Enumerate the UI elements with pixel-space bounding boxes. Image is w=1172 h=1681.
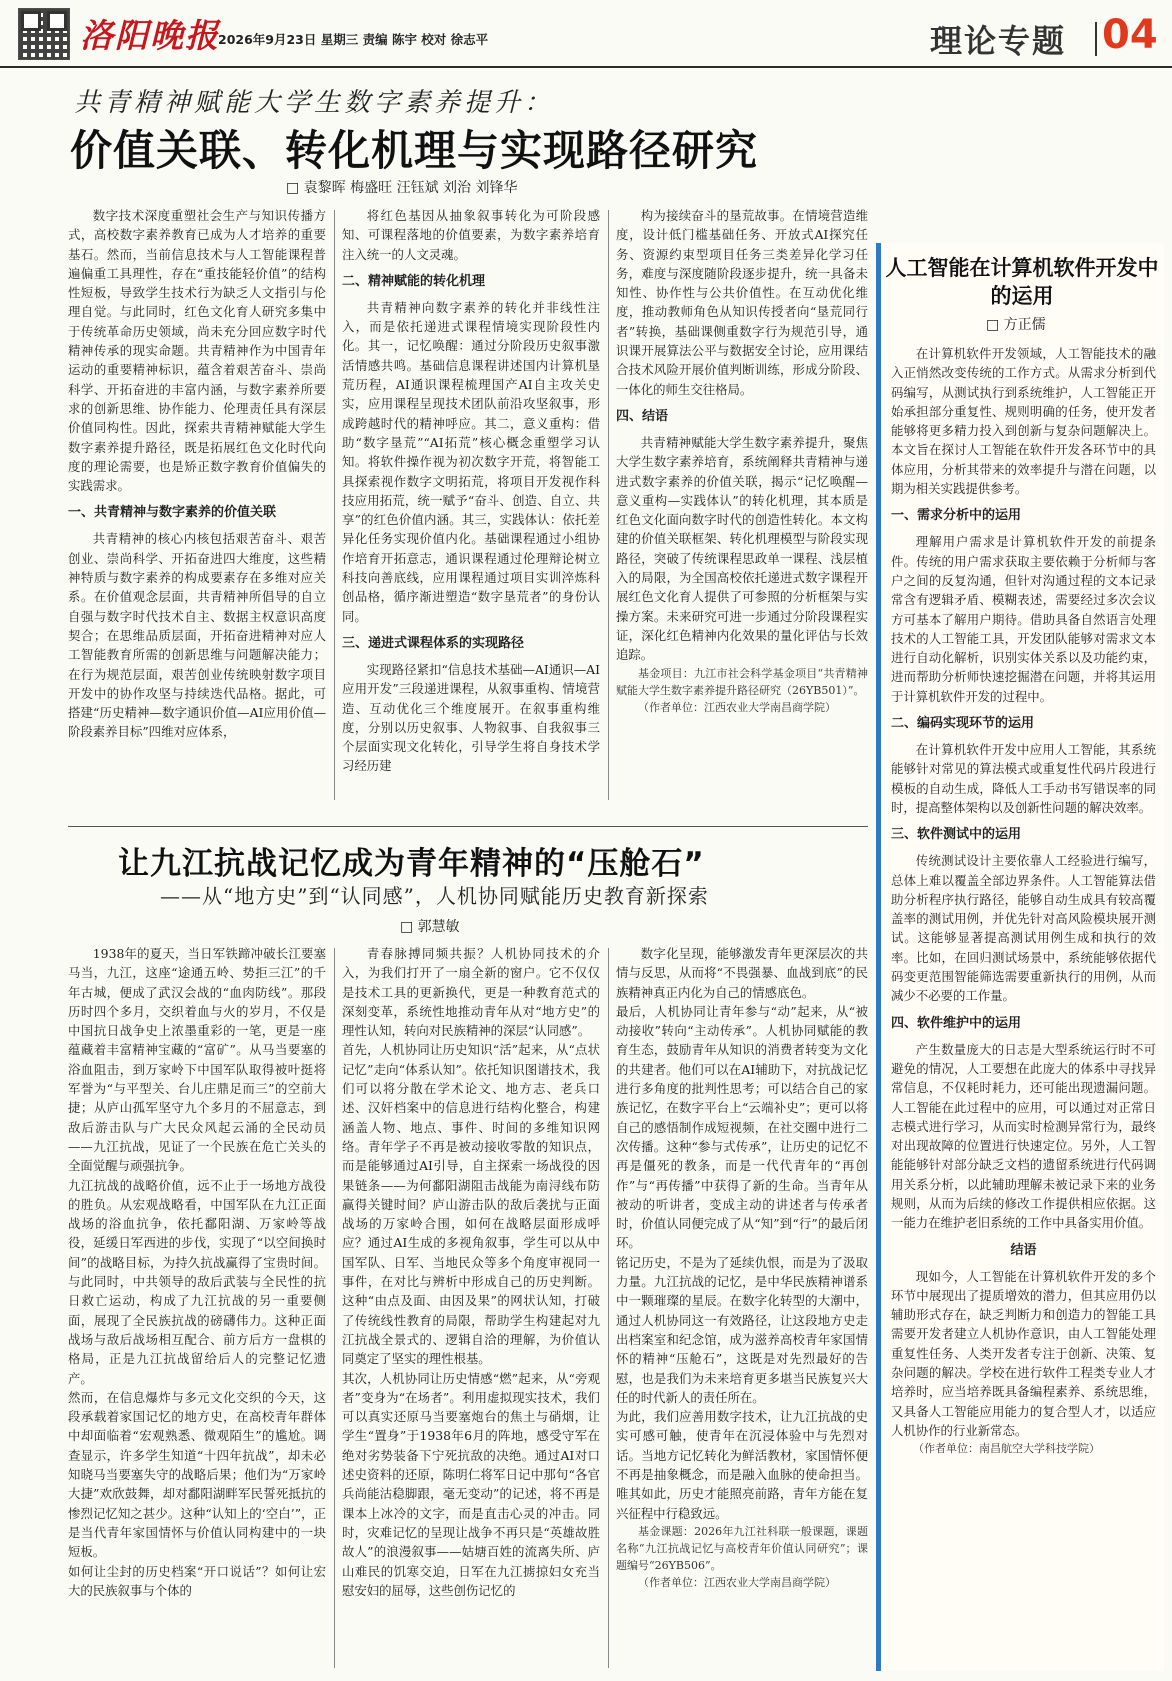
article1-col1: 数字技术深度重塑社会生产与知识传播方式，高校数字素养教育已成为人才培养的重要基石。然而，当前信息技术与人工智能课程普遍偏重工具理性，存在“重技能轻价值”的结构性短板，导致学生技术行为缺乏人文指引与伦理自觉。与此同时，红色文化育人研究多集中于传统革命历史领域，尚未充分回应数字时代精神传承的现实命题。共青精神作为中国青年运动的重要精神标识，蕴含着艰苦奋斗、崇尚科学、开拓奋进的丰富内涵，与数字素养所要求的创新思维、协作能力、伦理责任具有深层价值同构性。因此，探索共青精神赋能大学生数字素养提升路径，既是拓展红色文化时代向度的理论需要，也是矫正数字教育价值偏失的实践需求。 一、共青精神与数字素养的价值关联 共青精神的核心内核包括艰苦奋斗、艰苦创业、崇尚科学、开拓奋进四大维度，这些精神特质与数字素养的构成要素存在多维对应关系。在价值观念层面，共青精神所倡导的自立自强与数字时代技术自主、数据主权意识高度契合；在思维品质层面，开拓奋进精神对应人工智能教育所需的创新思维与问题解决能力；在行为规范层面，艰苦创业传统映射数字项目开发中的协作攻坚与持续迭代品格。据此，可搭建“历史精神—数字通识价值—AI应用价值—阶段素养目标”四维对应体系， <box>68 208 326 740</box>
column-rule <box>334 948 335 1668</box>
sidebar-heading-4: 四、软件维护中的运用 <box>891 1015 1022 1031</box>
article2-col2: 青春脉搏同频共振？人机协同技术的介入，为我们打开了一扇全新的窗户。它不仅仅是技术工具的更新换代，更是一种教育范式的深刻变革，系统性地推动青年从对“地方史”的理性认知，转向对民族精神的深层“认同感”。 首先，人机协同让历史知识“活”起来，从“点状记忆”走向“体系认知”。依托知识图谱技术，我们可以将分散在学术论文、地方志、老兵口述、汉奸档案中的信息进行结构化整合，构建涵盖人物、地点、事件、时间的多维知识网络。青年学子不再是被动接收零散的知识点，而是能够通过AI引导，自主探索一场战役的因果链条——为何鄱阳湖阻击战能为南浔线布防赢得关键时间？庐山游击队的敌后袭扰与正面战场的万家岭合围，如何在战略层面形成呼应？通过AI生成的多视角叙事，学生可以从中国军队、日军、当地民众等多个角度审视同一事件，在对比与辨析中形成自己的历史判断。这种“由点及面、由因及果”的网状认知，打破了传统线性教育的局限，帮助学生构建起对九江抗战全景式的、逻辑自洽的理解，为价值认同奠定了坚实的理性根基。 其次，人机协同让历史情感“燃”起来，从“旁观者”变身为“在场者”。利用虚拟现实技术，我们可以真实还原马当要塞炮台的焦土与硝烟，让学生“置身”于1938年6月的阵地，感受守军在绝对劣势装备下宁死抗敌的决绝。通过AI对口述史资料的还原，陈明仁将军日记中那句“各官兵尚能沽稳脚跟，毫无变动”的记述，将不再是课本上冰冷的文字，而是直击心灵的冲击。同时，灾难记忆的呈现让战争不再只是“英雄故胜故人”的浪漫叙事——姑塘百姓的流离失所、庐山难民的饥寒交迫，日军在九江掳掠妇女充当慰安妇的屈辱，这些创伤记忆的 <box>342 946 600 1598</box>
qr-code-icon <box>18 8 70 60</box>
article2-author: □ 郭慧敏 <box>400 919 460 935</box>
sidebar-author: □ 方正儒 <box>986 317 1046 333</box>
column-rule <box>608 210 609 800</box>
article1-author-unit: （作者单位：江西农业大学南昌商学院） <box>638 700 836 714</box>
article1-authors: □ 袁黎晖 梅盛旺 汪钰斌 刘治 刘锋华 <box>286 180 518 196</box>
article1-heading-4: 四、结语 <box>616 408 669 424</box>
sidebar-heading-5: 结语 <box>1010 1242 1037 1258</box>
masthead <box>0 0 1172 68</box>
sidebar-heading-3: 三、软件测试中的运用 <box>891 827 1022 843</box>
article1-title: 价值关联、转化机理与实现路径研究 <box>70 126 759 175</box>
article1-heading-2: 二、精神赋能的转化机理 <box>342 273 486 289</box>
issue-meta: 2026年9月23日 星期三 责编 陈宇 校对 徐志平 <box>218 32 489 47</box>
column-rule <box>608 948 609 1668</box>
article1-pre-title: 共青精神赋能大学生数字素养提升： <box>74 88 555 118</box>
newspaper-logo: 洛阳晚报 <box>80 16 220 55</box>
article1-fund-note: 基金项目：九江市社会科学基金项目“共青精神赋能大学生数字素养提升路径研究（26YB501）”。 <box>616 666 868 697</box>
header-divider <box>1095 22 1097 56</box>
article1-heading-3: 三、递进式课程体系的实现路径 <box>342 635 525 651</box>
sidebar-author-unit: （作者单位：南昌航空大学科技学院） <box>913 1442 1100 1456</box>
sidebar-body: 在计算机软件开发领域，人工智能技术的融入正悄然改变传统的工作方式。从需求分析到代码编写，从测试执行到系统维护，人工智能正开始承担部分重复性、规则明确的任务，使开发者能够将更多精力投入到创新与复杂问题解决上。本文旨在探讨人工智能在软件开发各环节中的具体应用，分析其带来的效率提升与潜在问题，以期为相关实践提供参考。 一、需求分析中的运用 理解用户需求是计算机软件开发的前提条件。传统的用户需求获取主要依赖于分析师与客户之间的反复沟通，但针对沟通过程的文本记录常含有逻辑矛盾、模糊表述，需要经过多次会议方可基本了解用户期待。借助具备自然语言处理技术的人工智能工具，开发团队能够对需求文本进行自动化解析，识别实体关系以及功能约束，进而帮助分析师快速挖掘潜在问题，并将其运用于计算机软件开发的过程中。 二、编码实现环节的运用 在计算机软件开发中应用人工智能，其系统能够针对常见的算法模式或重复性代码片段进行模板的自动生成，降低人工手动书写错误率的同时，提高整体架构以及创新性问题的解决效率。 三、软件测试中的运用 传统测试设计主要依靠人工经验进行编写，总体上难以覆盖全部边界条件。人工智能算法借助分析程序执行路径，能够自动生成具有较高覆盖率的测试用例，并优先针对高风险模块展开测试。这能够显著提高测试用例生成和执行的效率。比如，在回归测试场景中，系统能够依据代码变更范围智能筛选需要重新执行的用例，从而减少不必要的工作量。 四、软件维护中的运用 产生数量庞大的日志是大型系统运行时不可避免的情况，人工要想在此庞大的体系中寻找异常信息，不仅耗时耗力，还可能出现遗漏问题。人工智能在此过程中的应用，可以通过对正常日志模式进行学习，从而实时检测异常行为，最终对出现故障的位置进行快速定位。另外，人工智能能够针对部分缺乏文档的遗留系统进行代码调用关系分析，以此辅助理解未被记录下来的业务规则，从而为后续的修改工作提供相应依据。这一能力在维护老旧系统的工作中具备实用价值。 结语 现如今，人工智能在计算机软件开发的多个环节中展现出了提质增效的潜力，但其应用仍以辅助形式存在，缺乏判断力和创造力的智能工具需要开发者建立人机协作意识，由人工智能处理重复性任务、人类开发者专注于创新、决策、复杂问题的解决。学校在进行软件工程类专业人才培养时，应当培养既具备编程素养、系统思维，又具备人工智能应用能力的复合型人才，以适应人机协作的行业新常态。 （作者单位：南昌航空大学科技学院） <box>891 346 1156 1456</box>
column-rule <box>334 210 335 800</box>
sidebar-title: 人工智能在计算机软件开发中的运用 <box>885 256 1159 308</box>
page-number: 04 <box>1102 12 1158 58</box>
article1-heading-1: 一、共青精神与数字素养的价值关联 <box>68 505 277 521</box>
sidebar-heading-2: 二、编码实现环节的运用 <box>891 716 1035 732</box>
article2-subtitle: ——从“地方史”到“认同感”，人机协同赋能历史教育新探索 <box>160 884 709 908</box>
article1-col3: 构为接续奋斗的垦荒故事。在情境营造维度，设计低门槛基础任务、开放式AI探究任务、资源约束型项目任务三类差异化学习任务，难度与深度随阶段逐步提升，统一具备未知性、协作性与公共价值性。在互动优化维度，推动教师角色从知识传授者向“垦荒同行者”转换，基础课侧重数字行为规范引导，通识课开展算法公平与数据安全讨论，应用课结合技术风险开展价值判断训练，形成分阶段、一体化的师生交往格局。 四、结语 共青精神赋能大学生数字素养提升，聚焦大学生数字素养培育，系统阐释共青精神与递进式数字素养的价值关联，揭示“记忆唤醒—意义重构—实践体认”的转化机理，其本质是红色文化面向数字时代的创造性转化。本文构建的价值关联框架、转化机理模型与阶段实现路径，突破了传统课程思政单一课程、浅层植入的局限，为全国高校依托递进式数字课程开展红色文化育人提供了可参照的分析框架与实操方案。未来研究可进一步通过分阶段课程实证，深化红色精神内化效果的量化评估与长效追踪。 基金项目：九江市社会科学基金项目“共青精神赋能大学生数字素养提升路径研究（26YB501）”。 （作者单位：江西农业大学南昌商学院） <box>616 208 868 714</box>
article2-author-unit: （作者单位：江西农业大学南昌商学院） <box>638 1575 836 1589</box>
article2-fund-note: 基金课题：2026年九江社科联一般课题，课题名称“九江抗战记忆与高校青年价值认同研究”；课题编号“26YB506”。 <box>616 1524 868 1572</box>
article1-col2: 将红色基因从抽象叙事转化为可阶段感知、可课程落地的价值要素，为数字素养培育注入统一的人文灵魂。 二、精神赋能的转化机理 共青精神向数字素养的转化并非线性注入，而是依托递进式课程情境实现阶段性内化。其一，记忆唤醒：通过分阶段历史叙事激活情感共鸣。基础信息课程讲述国内计算机垦荒历程，AI通识课程梳理国产AI自主攻关史实，应用课程呈现技术团队前沿攻坚叙事，形成跨越时代的精神呼应。其二，意义重构：借助“数字垦荒”“AI拓荒”核心概念重塑学习认知。将软件操作视为初次数字开荒，将智能工具探索视作数字文明拓荒，将项目开发视作科技应用拓荒，统一赋予“奋斗、创造、自立、共享”的红色价值内涵。其三，实践体认：依托差异化任务实现价值内化。基础课程通过小组协作培育开拓意志，通识课程通过伦理辩论树立科技向善底线，应用课程通过项目实训淬炼科创品格，循序渐进塑造“数字垦荒者”的身份认同。 三、递进式课程体系的实现路径 实现路径紧扣“信息技术基础—AI通识—AI应用开发”三段递进课程，从叙事重构、情境营造、互动优化三个维度展开。在叙事重构维度，分别以历史叙事、人物叙事、自我叙事三个层面实现文化转化，引导学生将自身技术学习经历建 <box>342 208 600 774</box>
section-divider <box>68 826 868 827</box>
sidebar-heading-1: 一、需求分析中的运用 <box>891 508 1022 524</box>
article2-title: 让九江抗战记忆成为青年精神的“压舱石” <box>118 846 705 882</box>
article2-col3: 数字化呈现，能够激发青年更深层次的共情与反思，从而将“不畏强暴、血战到底”的民族精神真正内化为自己的情感底色。 最后，人机协同让青年参与“动”起来，从“被动接收”转向“主动传承”。人机协同赋能的教育生态，鼓励青年从知识的消费者转变为文化的共建者。他们可以在AI辅助下，对抗战记忆进行多角度的批判性思考；可以结合自己的家族记忆，在数字平台上“云端补史”；更可以将自己的感悟制作成短视频，在社交圈中进行二次传播。这种“参与式传承”，让历史的记忆不再是僵死的教条，而是一代代青年的“再创作”与“再传播”中获得了新的生命。当青年从被动的听讲者，变成主动的讲述者与传承者时，价值认同便完成了从“知”到“行”的最后闭环。 铭记历史，不是为了延续仇恨，而是为了汲取力量。九江抗战的记忆，是中华民族精神谱系中一颗璀璨的星辰。在数字化转型的大潮中，通过人机协同这一有效路径，让这段地方史走出档案室和纪念馆，成为滋养高校青年家国情怀的精神“压舱石”，这既是对先烈最好的告慰，也是我们为未来培育更多堪当民族复兴大任的时代新人的责任所在。 为此，我们应善用数字技术，让九江抗战的史实可感可触，使青年在沉浸体验中与先烈对话。当地方记忆转化为鲜活教材，家国情怀便不再是抽象概念，而是融入血脉的使命担当。唯其如此，历史才能照亮前路，青年方能在复兴征程中行稳致远。 基金课题：2026年九江社科联一般课题，课题名称“九江抗战记忆与高校青年价值认同研究”；课题编号“26YB506”。 （作者单位：江西农业大学南昌商学院） <box>616 946 868 1589</box>
section-title: 理论专题 <box>930 22 1067 60</box>
article2-col1: 1938年的夏天，当日军铁蹄冲破长江要塞马当，九江，这座“途通五岭、势拒三江”的千年古城，便成了武汉会战的“血肉防线”。那段历时四个多月，交织着血与火的岁月，不仅是中国抗日战争史上浓墨重彩的一笔，更是一座蕴藏着丰富精神宝藏的“富矿”。从马当要塞的浴血阻击，到万家岭下中国军队取得被叶挺将军誉为“与平型关、台儿庄鼎足而三”的空前大捷；从庐山孤军坚守九个多月的不屈意志，到敌后游击队与广大民众风起云涌的全民动员——九江抗战，见证了一个民族在危亡关头的全面觉醒与顽强抗争。 九江抗战的战略价值，远不止于一场地方战役的胜负。从宏观战略看，中国军队在九江正面战场的浴血抗争，依托鄱阳湖、万家岭等战役，延缓日军西进的步伐，实现了“以空间换时间”的战略目标，为持久抗战赢得了宝贵时间。与此同时，中共领导的敌后武装与全民性的抗日救亡运动，构成了九江抗战的另一重要侧面，展现了全民族抗战的磅礴伟力。这种正面战场与敌后战场相互配合、前方后方一盘棋的格局，正是九江抗战留给后人的完整记忆遗产。 然而，在信息爆炸与多元文化交织的今天，这段承载着家国记忆的地方史，在高校青年群体中却面临着“宏观熟悉、微观陌生”的尴尬。调查显示，许多学生知道“十四年抗战”，却未必知晓马当要塞失守的战略后果；他们为“万家岭大捷”欢欣鼓舞，却对鄱阳湖畔军民誓死抵抗的惨烈记忆知之甚少。这种“认知上的‘空白’”，正是当代青年家国情怀与价值认同构建中的一块短板。 如何让尘封的历史档案“开口说话”？如何让宏大的民族叙事与个体的 <box>68 946 326 1598</box>
